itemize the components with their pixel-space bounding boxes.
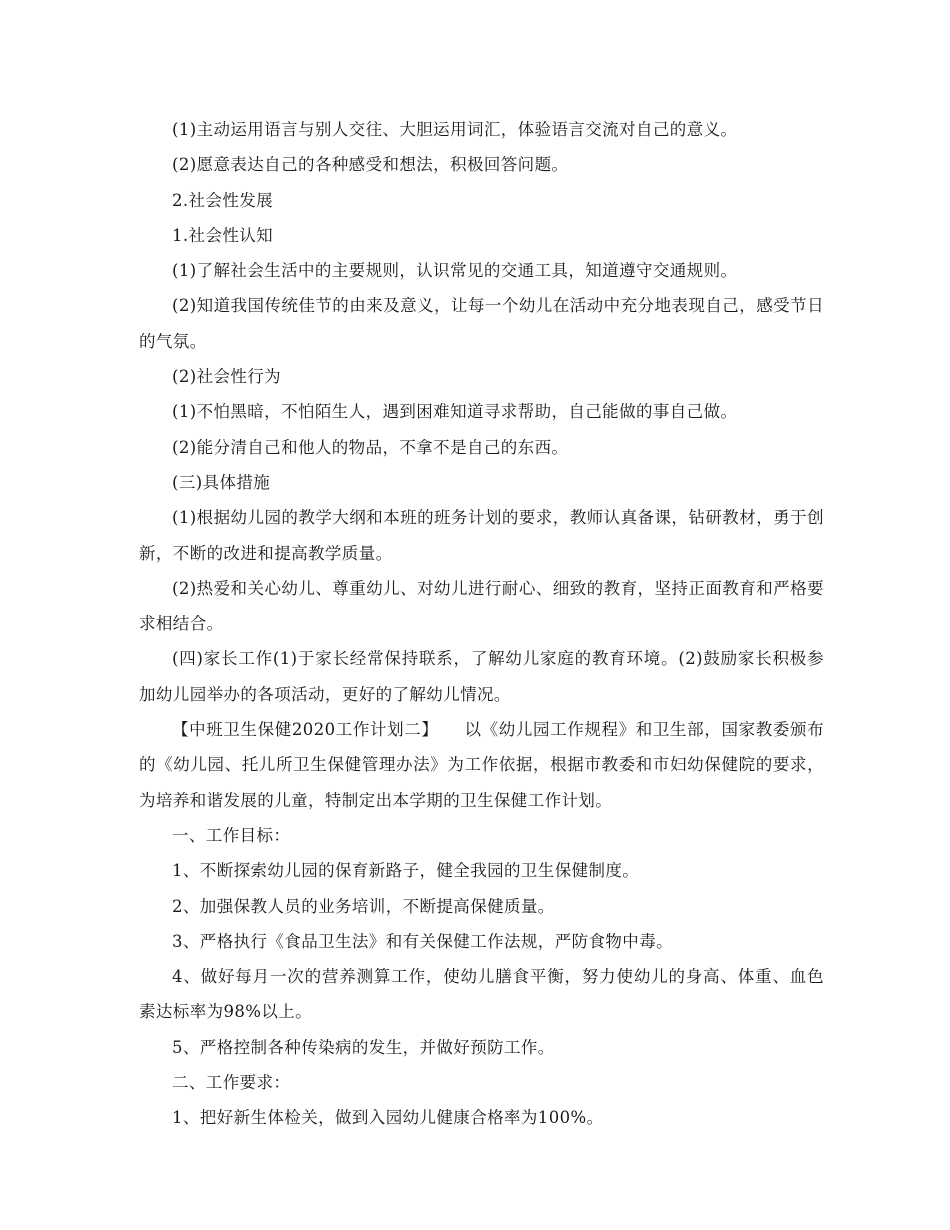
- section-heading: (三)具体措施: [172, 472, 271, 492]
- section-heading: 二、工作要求：: [172, 1073, 291, 1093]
- list-item: 5、严格控制各种传染病的发生，并做好预防工作。: [172, 1037, 555, 1057]
- paragraph: (四)家长工作(1)于家长经常保持联系，了解幼儿家庭的教育环境。(2)鼓励家长积极参加幼儿园举办的各项活动，更好的了解幼儿情况。: [139, 649, 824, 704]
- list-item: 1、把好新生体检关，做到入园幼儿健康合格率为100%。: [172, 1108, 604, 1128]
- paragraph: (2)能分清自己和他人的物品，不拿不是自己的东西。: [172, 437, 569, 457]
- section-heading: 一、工作目标：: [172, 825, 291, 845]
- list-item: 3、严格执行《食品卫生法》和有关保健工作法规，严防食物中毒。: [172, 931, 673, 951]
- paragraph: 【中班卫生保健2020工作计划二】 以《幼儿园工作规程》和卫生部，国家教委颁布的《幼儿园、托儿所卫生保健管理办法》为工作依据，根据市教委和市妇幼保健院的要求，为培养和谐发展的儿童，特制定出本学期的卫生保健工作计划。: [139, 720, 824, 810]
- document-body: [139, 112, 824, 1136]
- list-item: 2、加强保教人员的业务培训，不断提高保健质量。: [172, 896, 555, 916]
- paragraph: (1)根据幼儿园的教学大纲和本班的班务计划的要求，教师认真备课，钻研教材，勇于创新，不断的改进和提高教学质量。: [139, 508, 824, 563]
- paragraph: (2)愿意表达自己的各种感受和想法，积极回答问题。: [172, 155, 569, 175]
- paragraph: (1)了解社会生活中的主要规则，认识常见的交通工具，知道遵守交通规则。: [172, 261, 738, 281]
- subsection-heading: 1.社会性认知: [172, 225, 274, 245]
- paragraph: (1)不怕黑暗，不怕陌生人，遇到困难知道寻求帮助，自己能做的事自己做。: [172, 402, 738, 422]
- paragraph: (2)热爱和关心幼儿、尊重幼儿、对幼儿进行耐心、细致的教育，坚持正面教育和严格要求相结合。: [139, 578, 824, 634]
- paragraph: (1)主动运用语言与别人交往、大胆运用词汇，体验语言交流对自己的意义。: [172, 120, 738, 139]
- subsection-heading: (2)社会性行为: [172, 367, 282, 387]
- section-heading: 2.社会性发展: [172, 190, 274, 210]
- list-item: 1、不断探索幼儿园的保育新路子，健全我园的卫生保健制度。: [172, 861, 640, 881]
- paragraph: (2)知道我国传统佳节的由来及意义，让每一个幼儿在活动中充分地表现自己，感受节日的气氛。: [139, 296, 824, 351]
- list-item: 4、做好每月一次的营养测算工作，使幼儿膳食平衡，努力使幼儿的身高、体重、血色素达标率为98%以上。: [139, 967, 824, 1022]
